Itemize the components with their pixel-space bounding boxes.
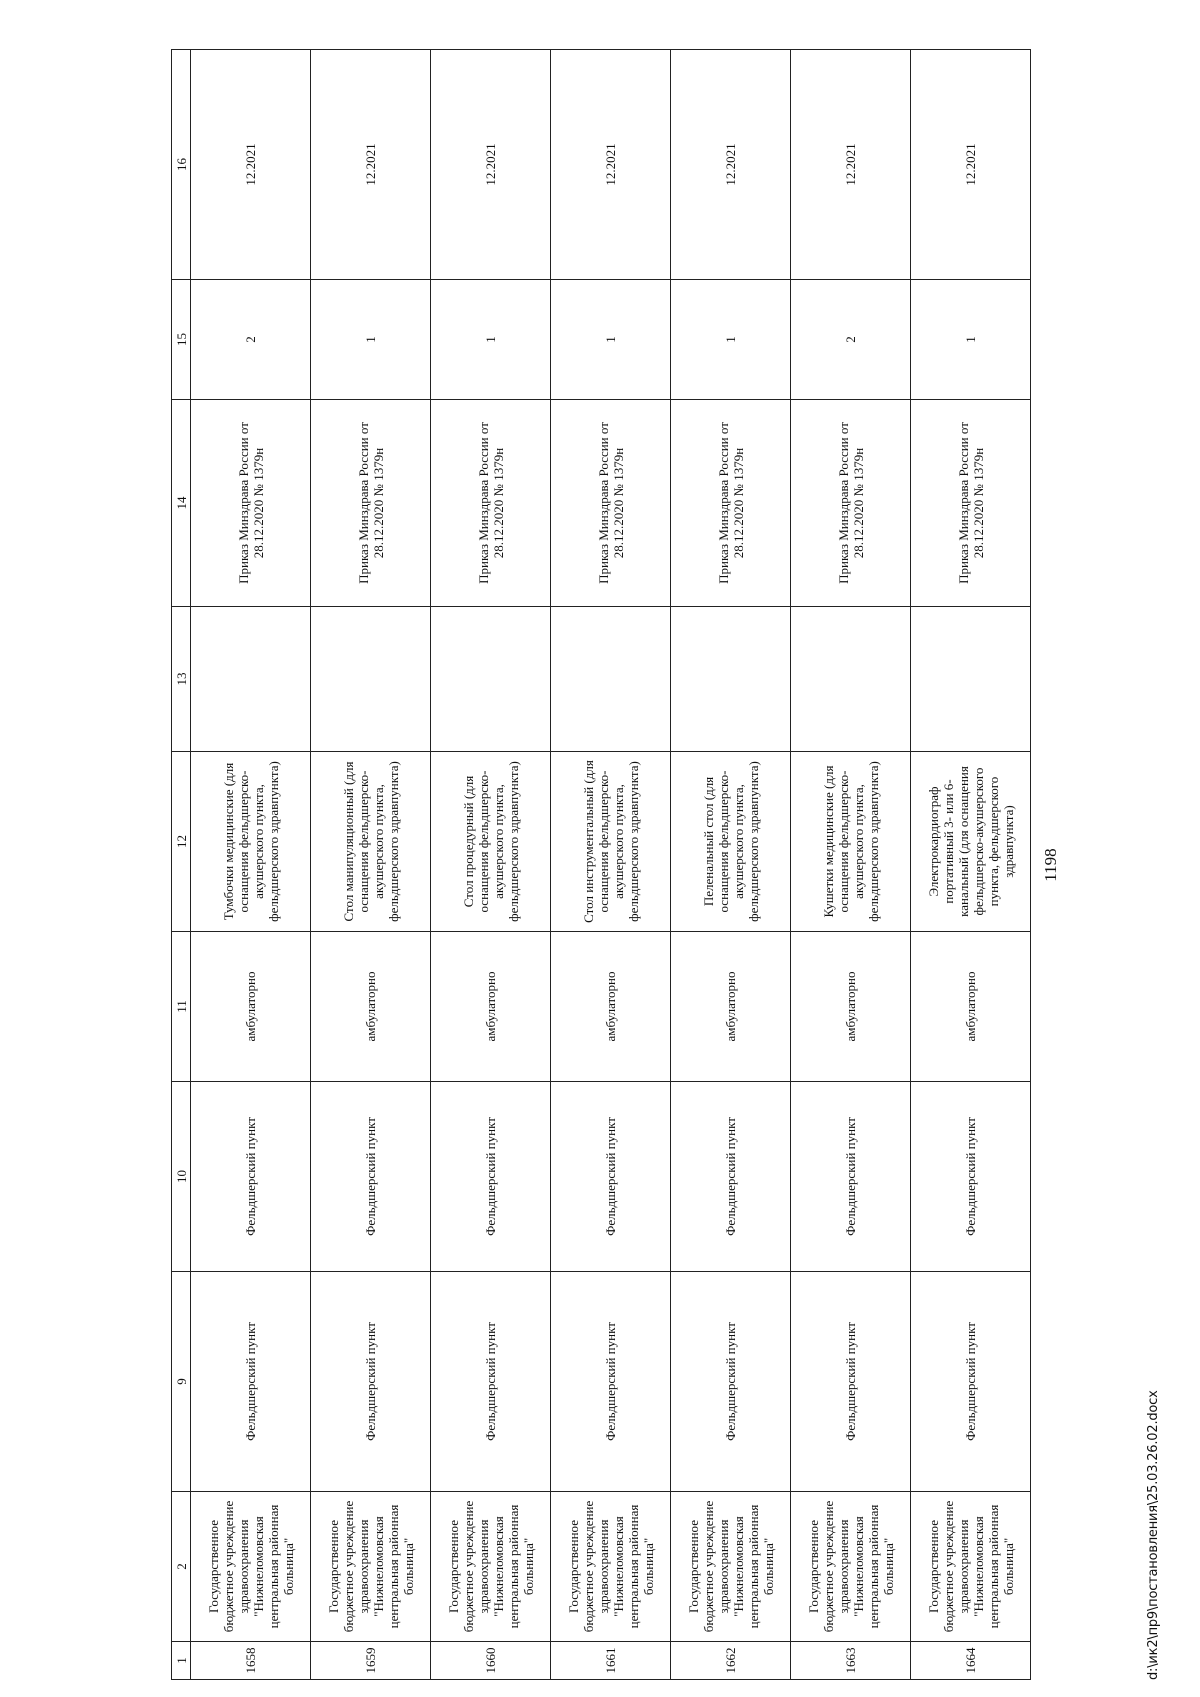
care-form-cell: амбулаторно bbox=[431, 932, 551, 1082]
row-number-cell: 1662 bbox=[671, 1642, 791, 1680]
column-number-header: 13 bbox=[172, 607, 191, 752]
regulation-cell: Приказ Минздрава России от 28.12.2020 № 1379н bbox=[311, 400, 431, 607]
unit-cell: Фельдшерский пункт bbox=[911, 1272, 1031, 1492]
unit-cell: Фельдшерский пункт bbox=[551, 1272, 671, 1492]
equipment-name-cell: Электрокардиограф портативный 3- или 6-канальный (для оснащения фельдшерско-акушерского пункта, фельдшерского здравпункта) bbox=[911, 752, 1031, 932]
unit-cell: Фельдшерский пункт bbox=[431, 1272, 551, 1492]
empty-cell bbox=[551, 607, 671, 752]
date-cell: 12.2021 bbox=[431, 50, 551, 280]
rotated-page-content bbox=[171, 50, 1200, 1680]
table-row bbox=[311, 50, 431, 1680]
table-row bbox=[791, 50, 911, 1680]
quantity-cell: 1 bbox=[551, 280, 671, 400]
care-form-cell: амбулаторно bbox=[551, 932, 671, 1082]
row-number-cell: 1661 bbox=[551, 1642, 671, 1680]
unit-cell: Фельдшерский пункт bbox=[311, 1272, 431, 1492]
institution-cell: Государственное бюджетное учреждение здравоохранения "Нижнеломовская центральная районная больница" bbox=[791, 1492, 911, 1642]
quantity-cell: 2 bbox=[191, 280, 311, 400]
care-form-cell: амбулаторно bbox=[311, 932, 431, 1082]
date-cell: 12.2021 bbox=[911, 50, 1031, 280]
unit-cell: Фельдшерский пункт bbox=[791, 1272, 911, 1492]
institution-cell: Государственное бюджетное учреждение здравоохранения "Нижнеломовская центральная районная больница" bbox=[671, 1492, 791, 1642]
regulation-cell: Приказ Минздрава России от 28.12.2020 № 1379н bbox=[431, 400, 551, 607]
date-cell: 12.2021 bbox=[791, 50, 911, 280]
column-number-header: 10 bbox=[172, 1082, 191, 1272]
unit-cell: Фельдшерский пункт bbox=[191, 1272, 311, 1492]
care-form-cell: амбулаторно bbox=[911, 932, 1031, 1082]
care-form-cell: амбулаторно bbox=[191, 932, 311, 1082]
empty-cell bbox=[671, 607, 791, 752]
subunit-cell: Фельдшерский пункт bbox=[791, 1082, 911, 1272]
empty-cell bbox=[311, 607, 431, 752]
footer-file-path: d:\ик2\пр9\постановления\25.03.26.02.docx bbox=[1146, 1390, 1161, 1680]
equipment-name-cell: Пеленальный стол (для оснащения фельдшерско-акушерского пункта, фельдшерского здравпункта) bbox=[671, 752, 791, 932]
equipment-name-cell: Стол манипуляционный (для оснащения фельдшерско-акушерского пункта, фельдшерского здравпункта) bbox=[311, 752, 431, 932]
row-number-cell: 1664 bbox=[911, 1642, 1031, 1680]
subunit-cell: Фельдшерский пункт bbox=[191, 1082, 311, 1272]
row-number-cell: 1658 bbox=[191, 1642, 311, 1680]
quantity-cell: 1 bbox=[431, 280, 551, 400]
page-number: 1198 bbox=[1041, 848, 1060, 882]
equipment-name-cell: Кушетки медицинские (для оснащения фельдшерско-акушерского пункта, фельдшерского здравпункта) bbox=[791, 752, 911, 932]
subunit-cell: Фельдшерский пункт bbox=[911, 1082, 1031, 1272]
quantity-cell: 1 bbox=[311, 280, 431, 400]
regulation-cell: Приказ Минздрава России от 28.12.2020 № 1379н bbox=[791, 400, 911, 607]
equipment-name-cell: Тумбочки медицинские (для оснащения фельдшерско-акушерского пункта, фельдшерского здравпункта) bbox=[191, 752, 311, 932]
subunit-cell: Фельдшерский пункт bbox=[671, 1082, 791, 1272]
unit-cell: Фельдшерский пункт bbox=[671, 1272, 791, 1492]
care-form-cell: амбулаторно bbox=[791, 932, 911, 1082]
row-number-cell: 1663 bbox=[791, 1642, 911, 1680]
table-body bbox=[172, 50, 1031, 1680]
quantity-cell: 1 bbox=[671, 280, 791, 400]
institution-cell: Государственное бюджетное учреждение здравоохранения "Нижнеломовская центральная районная больница" bbox=[551, 1492, 671, 1642]
column-number-header: 12 bbox=[172, 752, 191, 932]
column-number-header: 1 bbox=[172, 1642, 191, 1680]
table-row bbox=[551, 50, 671, 1680]
subunit-cell: Фельдшерский пункт bbox=[431, 1082, 551, 1272]
row-number-cell: 1660 bbox=[431, 1642, 551, 1680]
date-cell: 12.2021 bbox=[551, 50, 671, 280]
column-number-row bbox=[172, 50, 191, 1680]
table-row bbox=[191, 50, 311, 1680]
column-number-header: 9 bbox=[172, 1272, 191, 1492]
table-row bbox=[431, 50, 551, 1680]
column-number-header: 2 bbox=[172, 1492, 191, 1642]
institution-cell: Государственное бюджетное учреждение здравоохранения "Нижнеломовская центральная районная больница" bbox=[431, 1492, 551, 1642]
column-number-header: 15 bbox=[172, 280, 191, 400]
empty-cell bbox=[431, 607, 551, 752]
empty-cell bbox=[191, 607, 311, 752]
regulation-cell: Приказ Минздрава России от 28.12.2020 № 1379н bbox=[911, 400, 1031, 607]
empty-cell bbox=[791, 607, 911, 752]
table-row bbox=[671, 50, 791, 1680]
column-number-header: 11 bbox=[172, 932, 191, 1082]
quantity-cell: 2 bbox=[791, 280, 911, 400]
date-cell: 12.2021 bbox=[671, 50, 791, 280]
institution-cell: Государственное бюджетное учреждение здравоохранения "Нижнеломовская центральная районная больница" bbox=[191, 1492, 311, 1642]
table-row bbox=[911, 50, 1031, 1680]
equipment-name-cell: Стол процедурный (для оснащения фельдшерско-акушерского пункта, фельдшерского здравпункта) bbox=[431, 752, 551, 932]
regulation-cell: Приказ Минздрава России от 28.12.2020 № 1379н bbox=[551, 400, 671, 607]
care-form-cell: амбулаторно bbox=[671, 932, 791, 1082]
institution-cell: Государственное бюджетное учреждение здравоохранения "Нижнеломовская центральная районная больница" bbox=[911, 1492, 1031, 1642]
empty-cell bbox=[911, 607, 1031, 752]
subunit-cell: Фельдшерский пункт bbox=[551, 1082, 671, 1272]
date-cell: 12.2021 bbox=[191, 50, 311, 280]
institution-cell: Государственное бюджетное учреждение здравоохранения "Нижнеломовская центральная районная больница" bbox=[311, 1492, 431, 1642]
subunit-cell: Фельдшерский пункт bbox=[311, 1082, 431, 1272]
row-number-cell: 1659 bbox=[311, 1642, 431, 1680]
equipment-table bbox=[171, 49, 1031, 1680]
equipment-name-cell: Стол инструментальный (для оснащения фельдшерско-акушерского пункта, фельдшерского здравпункта) bbox=[551, 752, 671, 932]
regulation-cell: Приказ Минздрава России от 28.12.2020 № 1379н bbox=[191, 400, 311, 607]
quantity-cell: 1 bbox=[911, 280, 1031, 400]
column-number-header: 14 bbox=[172, 400, 191, 607]
date-cell: 12.2021 bbox=[311, 50, 431, 280]
column-number-header: 16 bbox=[172, 50, 191, 280]
regulation-cell: Приказ Минздрава России от 28.12.2020 № 1379н bbox=[671, 400, 791, 607]
